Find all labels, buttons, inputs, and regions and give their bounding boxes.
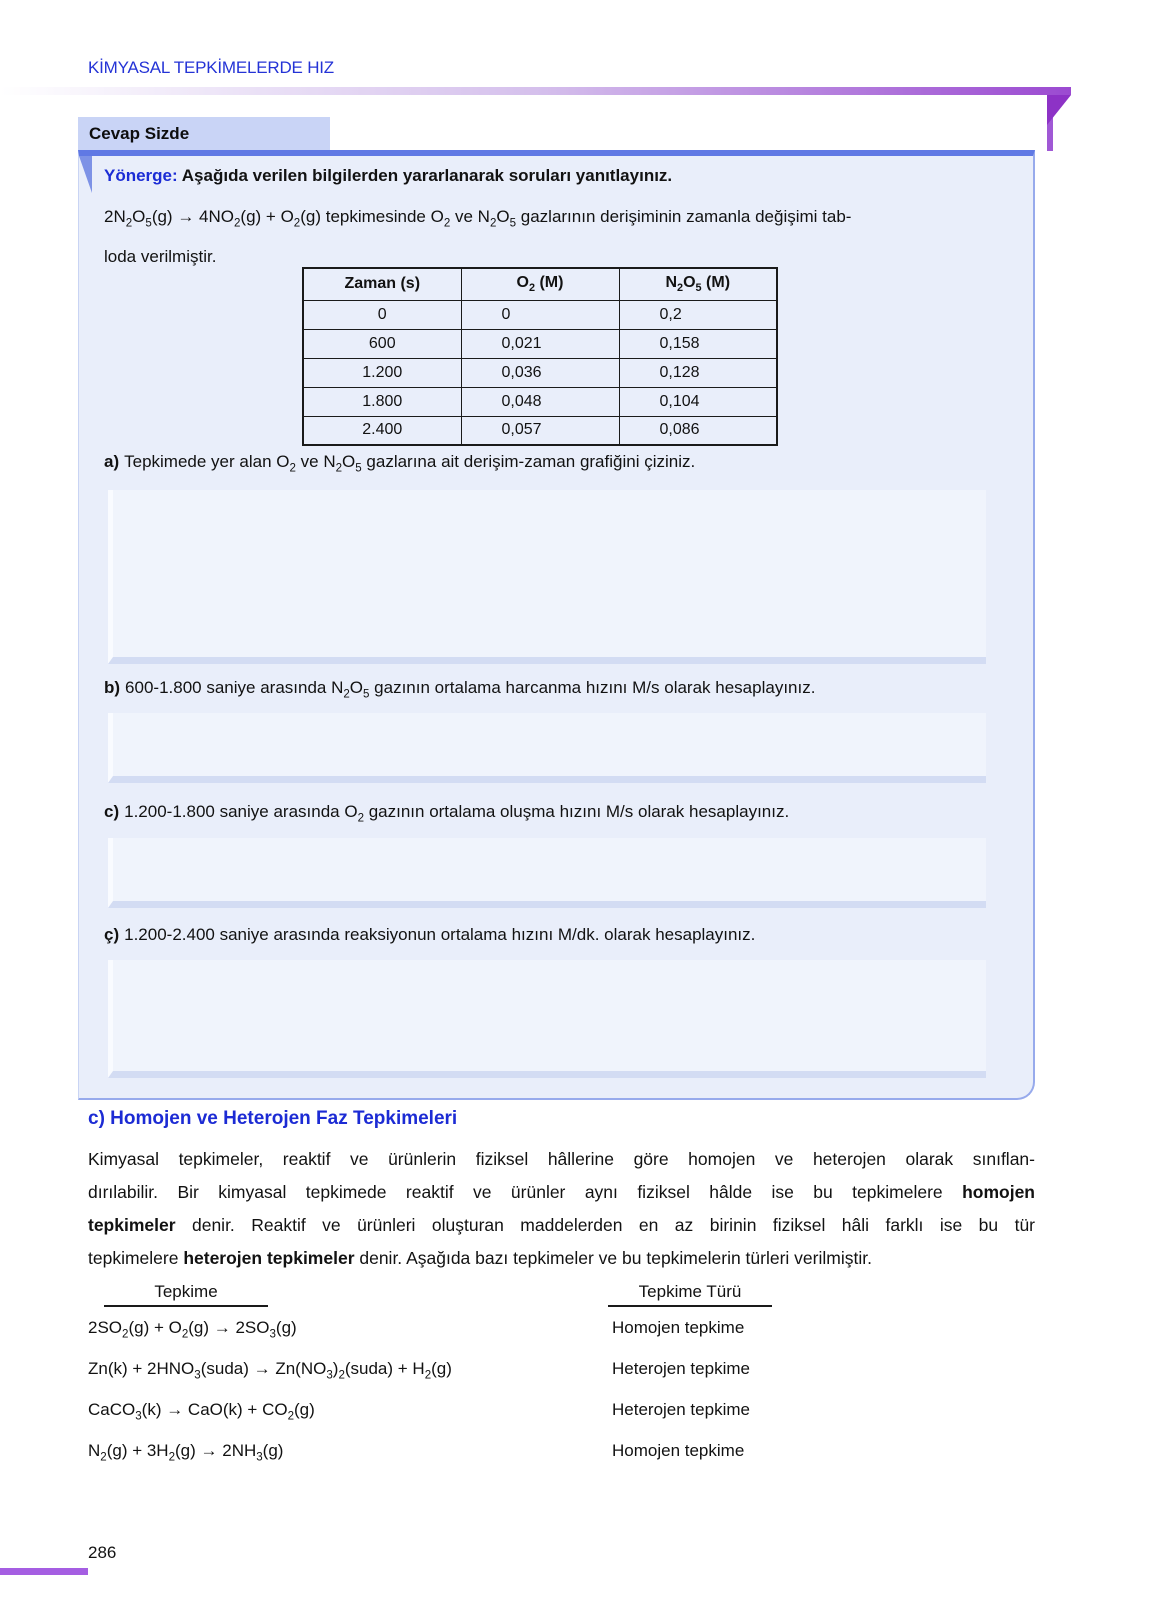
question-cc-label: ç): [104, 925, 120, 944]
page-title: KİMYASAL TEPKİMELERDE HIZ: [88, 58, 334, 77]
cell: 0,021: [461, 329, 619, 358]
header-divider: [0, 87, 1071, 95]
answer-box-c: [108, 838, 986, 908]
reaction-type: Homojen tepkime: [612, 1318, 745, 1337]
question-c-text: 1.200-1.800 saniye arasında $O_2$ gazının ortalama oluşma hızını M/s olarak hesaplayınız.: [124, 802, 790, 825]
question-a-label: a): [104, 452, 120, 471]
answer-box-cc: [108, 960, 986, 1078]
cell: 0: [303, 300, 461, 329]
answer-box-a: [108, 490, 986, 664]
cell: 1.800: [303, 387, 461, 416]
reaction-equation: CaCO$_3$(k) → $CaO(k) + CO_2(g)$: [88, 1400, 315, 1423]
cell: 1.200: [303, 358, 461, 387]
answer-panel: [78, 150, 1035, 1100]
table-row: [303, 358, 777, 387]
table-row: [303, 416, 777, 445]
question-b-label: b): [104, 678, 121, 697]
reaction-equation: $Zn(k) + 2HNO_3(suda)$ → $Zn(NO_3)_2(suda) + H_2(g)$: [88, 1359, 452, 1382]
paragraph-line: Kimyasal tepkimeler, reaktif ve ürünlerin fiziksel hâllerine göre homojen ve heterojen olarak sınıflan-: [88, 1149, 1035, 1169]
table-row: [303, 329, 777, 358]
cell: 0,036: [461, 358, 619, 387]
intro-line: loda verilmiştir.: [104, 247, 217, 267]
reaction-equation: $N_2(g) + 3H_2(g) \to 2NH_3(g)$: [88, 1441, 284, 1464]
cell: 0,086: [619, 416, 777, 445]
directive-line: [104, 166, 672, 186]
cell: 0,2: [619, 300, 777, 329]
question-c: [104, 802, 789, 824]
paragraph-line: tepkimelere heterojen tepkimeler denir. Aşağıda bazı tepkimeler ve bu tepkimelerin türleri verilmiştir.: [88, 1248, 872, 1268]
question-b: [104, 678, 815, 700]
question-b-text: 600-1.800 saniye arasında $N_2O_5$ gazının ortalama harcanma hızını M/s olarak hesaplayınız.: [125, 678, 816, 701]
question-a-text: Tepkimede yer alan $O_2$ ve $N_2O_5$ gazlarına ait derişim-zaman grafiğini çiziniz.: [124, 452, 696, 475]
answer-box-b: [108, 713, 986, 783]
paragraph-line: tepkimeler denir. Reaktif ve ürünleri oluşturan maddelerden en az birinin fiziksel hâli farklı ise bu tür: [88, 1215, 1035, 1235]
question-a: [104, 452, 695, 474]
col-header-zaman: Zaman (s): [303, 268, 461, 300]
section-heading: c) Homojen ve Heterojen Faz Tepkimeleri: [88, 1108, 458, 1129]
reaction-type: Heterojen tepkime: [612, 1400, 750, 1419]
table-row: [303, 387, 777, 416]
cevap-sizde-tab: Cevap Sizde: [78, 117, 330, 150]
directive-text: Aşağıda verilen bilgilerden yararlanarak soruları yanıtlayınız.: [181, 166, 673, 185]
question-c-label: c): [104, 802, 120, 821]
col-header-n2o5: $N_2O_5$ (M): [619, 268, 777, 300]
question-cc: [104, 925, 755, 945]
cell: 0,057: [461, 416, 619, 445]
reaction-equation: $2SO_2(g) + O_2(g) \to 2SO_3(g)$: [88, 1318, 297, 1341]
concentration-table: [302, 267, 778, 446]
question-cc-text: 1.200-2.400 saniye arasında reaksiyonun ortalama hızını M/dk. olarak hesaplayınız.: [124, 925, 756, 944]
reaction-col-header-turu: Tepkime Türü: [608, 1282, 772, 1307]
section-paragraph: [88, 1143, 1035, 1275]
panel-corner-fold-icon: [79, 156, 92, 193]
cell: 0,048: [461, 387, 619, 416]
corner-ribbon-fold-icon: [1047, 95, 1071, 125]
directive-label: Yönerge:: [104, 166, 178, 185]
page-number: 286: [88, 1543, 117, 1562]
col-header-o2: $O_2$ (M): [461, 268, 619, 300]
intro-text: [104, 200, 1009, 273]
cell: 0,104: [619, 387, 777, 416]
footer-accent-bar: [0, 1568, 88, 1575]
table-row: [303, 300, 777, 329]
reaction-col-header-tepkime: Tepkime: [104, 1282, 268, 1307]
reaction-type: Heterojen tepkime: [612, 1359, 750, 1378]
cell: 0: [461, 300, 619, 329]
cell: 0,158: [619, 329, 777, 358]
paragraph-line: dırılabilir. Bir kimyasal tepkimede reaktif ve ürünler aynı fiziksel hâlde ise bu tepkimelere homojen: [88, 1182, 1035, 1202]
cell: 0,128: [619, 358, 777, 387]
cell: 600: [303, 329, 461, 358]
table-header-row: [303, 268, 777, 300]
intro-line: $2N_2O_5(g) \to 4NO_2(g) + O_2(g)$ tepkimesinde $O_2$ ve $N_2O_5$ gazlarının derişiminin zamanla değişimi tab-: [104, 207, 852, 230]
reaction-type: Homojen tepkime: [612, 1441, 745, 1460]
cell: 2.400: [303, 416, 461, 445]
